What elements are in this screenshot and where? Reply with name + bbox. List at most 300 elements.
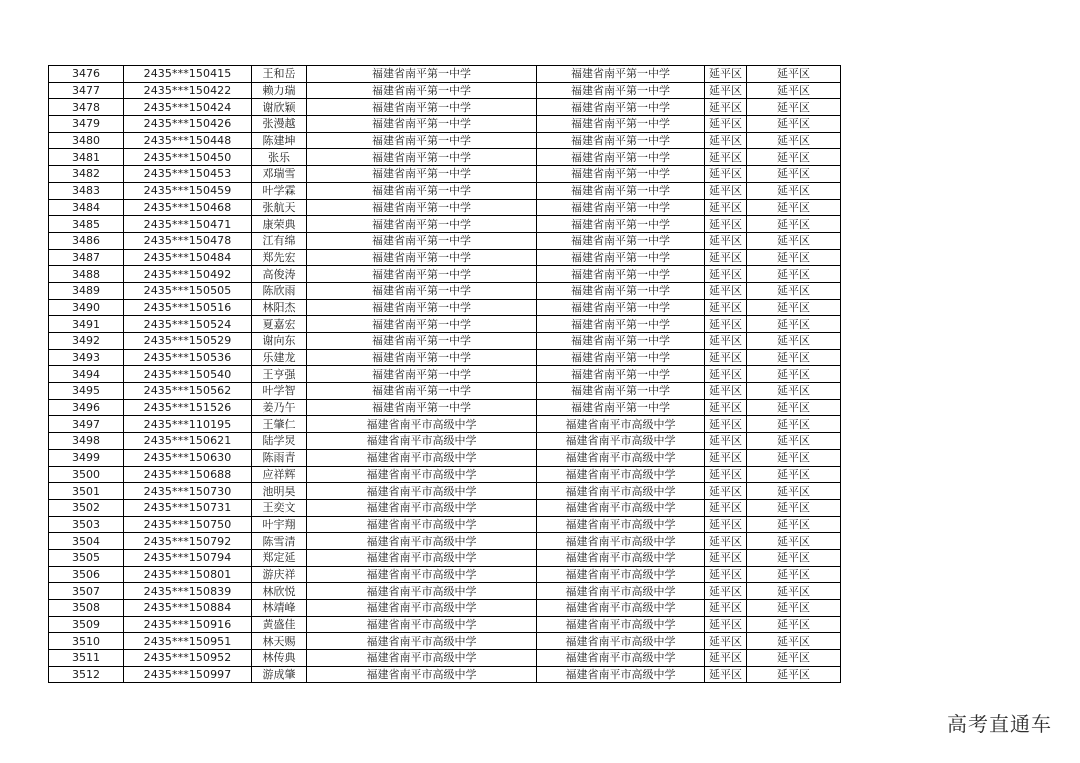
region-cell: 延平区 xyxy=(747,549,841,566)
exam-id-cell: 2435***150839 xyxy=(124,583,252,600)
school-cell: 福建省南平市高级中学 xyxy=(307,633,537,650)
region-cell: 延平区 xyxy=(747,616,841,633)
school-cell: 福建省南平第一中学 xyxy=(307,182,537,199)
district-cell: 延平区 xyxy=(705,282,747,299)
admission-school-cell: 福建省南平第一中学 xyxy=(537,232,705,249)
seq-cell: 3504 xyxy=(49,533,124,550)
student-name-cell: 陈雪清 xyxy=(252,533,307,550)
seq-cell: 3492 xyxy=(49,333,124,350)
region-cell: 延平区 xyxy=(747,216,841,233)
district-cell: 延平区 xyxy=(705,366,747,383)
school-cell: 福建省南平市高级中学 xyxy=(307,499,537,516)
student-name-cell: 乐建龙 xyxy=(252,349,307,366)
seq-cell: 3484 xyxy=(49,199,124,216)
seq-cell: 3511 xyxy=(49,650,124,667)
seq-cell: 3507 xyxy=(49,583,124,600)
roster-sheet xyxy=(48,65,840,683)
admission-school-cell: 福建省南平市高级中学 xyxy=(537,533,705,550)
table-row xyxy=(49,666,841,683)
region-cell: 延平区 xyxy=(747,416,841,433)
school-cell: 福建省南平第一中学 xyxy=(307,232,537,249)
region-cell: 延平区 xyxy=(747,182,841,199)
region-cell: 延平区 xyxy=(747,650,841,667)
school-cell: 福建省南平第一中学 xyxy=(307,82,537,99)
school-cell: 福建省南平市高级中学 xyxy=(307,583,537,600)
school-cell: 福建省南平市高级中学 xyxy=(307,650,537,667)
table-row xyxy=(49,483,841,500)
student-name-cell: 张乐 xyxy=(252,149,307,166)
seq-cell: 3481 xyxy=(49,149,124,166)
seq-cell: 3502 xyxy=(49,499,124,516)
student-name-cell: 谢欣颖 xyxy=(252,99,307,116)
admission-school-cell: 福建省南平第一中学 xyxy=(537,199,705,216)
region-cell: 延平区 xyxy=(747,483,841,500)
table-row xyxy=(49,232,841,249)
table-row xyxy=(49,449,841,466)
table-row xyxy=(49,600,841,617)
exam-id-cell: 2435***150884 xyxy=(124,600,252,617)
roster-body xyxy=(49,66,841,683)
district-cell: 延平区 xyxy=(705,199,747,216)
table-row xyxy=(49,116,841,133)
school-cell: 福建省南平市高级中学 xyxy=(307,433,537,450)
district-cell: 延平区 xyxy=(705,600,747,617)
region-cell: 延平区 xyxy=(747,316,841,333)
region-cell: 延平区 xyxy=(747,366,841,383)
seq-cell: 3509 xyxy=(49,616,124,633)
seq-cell: 3497 xyxy=(49,416,124,433)
admission-school-cell: 福建省南平第一中学 xyxy=(537,249,705,266)
student-name-cell: 夏嘉宏 xyxy=(252,316,307,333)
student-name-cell: 赖力瑞 xyxy=(252,82,307,99)
seq-cell: 3493 xyxy=(49,349,124,366)
school-cell: 福建省南平市高级中学 xyxy=(307,566,537,583)
region-cell: 延平区 xyxy=(747,583,841,600)
table-row xyxy=(49,216,841,233)
exam-id-cell: 2435***150562 xyxy=(124,383,252,400)
seq-cell: 3487 xyxy=(49,249,124,266)
seq-cell: 3479 xyxy=(49,116,124,133)
exam-id-cell: 2435***110195 xyxy=(124,416,252,433)
student-name-cell: 游庆祥 xyxy=(252,566,307,583)
exam-id-cell: 2435***150448 xyxy=(124,132,252,149)
school-cell: 福建省南平第一中学 xyxy=(307,132,537,149)
seq-cell: 3499 xyxy=(49,449,124,466)
seq-cell: 3485 xyxy=(49,216,124,233)
region-cell: 延平区 xyxy=(747,82,841,99)
region-cell: 延平区 xyxy=(747,433,841,450)
exam-id-cell: 2435***150731 xyxy=(124,499,252,516)
district-cell: 延平区 xyxy=(705,232,747,249)
admission-school-cell: 福建省南平市高级中学 xyxy=(537,483,705,500)
admission-school-cell: 福建省南平市高级中学 xyxy=(537,583,705,600)
student-name-cell: 姜乃午 xyxy=(252,399,307,416)
table-row xyxy=(49,282,841,299)
admission-school-cell: 福建省南平市高级中学 xyxy=(537,466,705,483)
district-cell: 延平区 xyxy=(705,466,747,483)
table-row xyxy=(49,333,841,350)
admission-school-cell: 福建省南平第一中学 xyxy=(537,383,705,400)
admission-school-cell: 福建省南平第一中学 xyxy=(537,99,705,116)
seq-cell: 3476 xyxy=(49,66,124,83)
table-row xyxy=(49,499,841,516)
table-row xyxy=(49,466,841,483)
seq-cell: 3486 xyxy=(49,232,124,249)
school-cell: 福建省南平市高级中学 xyxy=(307,516,537,533)
admission-school-cell: 福建省南平市高级中学 xyxy=(537,650,705,667)
watermark-text: 高考直通车 xyxy=(947,712,1052,736)
exam-id-cell: 2435***150951 xyxy=(124,633,252,650)
exam-id-cell: 2435***150524 xyxy=(124,316,252,333)
district-cell: 延平区 xyxy=(705,533,747,550)
admission-school-cell: 福建省南平第一中学 xyxy=(537,366,705,383)
district-cell: 延平区 xyxy=(705,566,747,583)
seq-cell: 3477 xyxy=(49,82,124,99)
student-name-cell: 应祥辉 xyxy=(252,466,307,483)
district-cell: 延平区 xyxy=(705,82,747,99)
table-row xyxy=(49,399,841,416)
exam-id-cell: 2435***150422 xyxy=(124,82,252,99)
school-cell: 福建省南平第一中学 xyxy=(307,366,537,383)
table-row xyxy=(49,149,841,166)
district-cell: 延平区 xyxy=(705,549,747,566)
district-cell: 延平区 xyxy=(705,349,747,366)
admission-school-cell: 福建省南平市高级中学 xyxy=(537,600,705,617)
district-cell: 延平区 xyxy=(705,66,747,83)
region-cell: 延平区 xyxy=(747,166,841,183)
school-cell: 福建省南平第一中学 xyxy=(307,216,537,233)
admission-school-cell: 福建省南平第一中学 xyxy=(537,82,705,99)
school-cell: 福建省南平第一中学 xyxy=(307,149,537,166)
admission-school-cell: 福建省南平第一中学 xyxy=(537,333,705,350)
district-cell: 延平区 xyxy=(705,333,747,350)
school-cell: 福建省南平第一中学 xyxy=(307,349,537,366)
school-cell: 福建省南平第一中学 xyxy=(307,66,537,83)
admission-school-cell: 福建省南平市高级中学 xyxy=(537,566,705,583)
exam-id-cell: 2435***150516 xyxy=(124,299,252,316)
exam-id-cell: 2435***150424 xyxy=(124,99,252,116)
seq-cell: 3510 xyxy=(49,633,124,650)
admission-school-cell: 福建省南平第一中学 xyxy=(537,349,705,366)
district-cell: 延平区 xyxy=(705,116,747,133)
student-name-cell: 陆学炅 xyxy=(252,433,307,450)
district-cell: 延平区 xyxy=(705,316,747,333)
school-cell: 福建省南平市高级中学 xyxy=(307,616,537,633)
seq-cell: 3480 xyxy=(49,132,124,149)
admission-school-cell: 福建省南平市高级中学 xyxy=(537,666,705,683)
table-row xyxy=(49,316,841,333)
exam-id-cell: 2435***150492 xyxy=(124,266,252,283)
district-cell: 延平区 xyxy=(705,383,747,400)
district-cell: 延平区 xyxy=(705,666,747,683)
table-row xyxy=(49,182,841,199)
seq-cell: 3501 xyxy=(49,483,124,500)
table-row xyxy=(49,566,841,583)
table-row xyxy=(49,650,841,667)
admission-school-cell: 福建省南平第一中学 xyxy=(537,149,705,166)
student-name-cell: 林靖峰 xyxy=(252,600,307,617)
seq-cell: 3506 xyxy=(49,566,124,583)
school-cell: 福建省南平第一中学 xyxy=(307,166,537,183)
exam-id-cell: 2435***150801 xyxy=(124,566,252,583)
exam-id-cell: 2435***150426 xyxy=(124,116,252,133)
seq-cell: 3483 xyxy=(49,182,124,199)
admission-school-cell: 福建省南平第一中学 xyxy=(537,266,705,283)
student-name-cell: 康荣典 xyxy=(252,216,307,233)
region-cell: 延平区 xyxy=(747,282,841,299)
region-cell: 延平区 xyxy=(747,633,841,650)
student-name-cell: 王肇仁 xyxy=(252,416,307,433)
seq-cell: 3512 xyxy=(49,666,124,683)
admission-school-cell: 福建省南平第一中学 xyxy=(537,132,705,149)
school-cell: 福建省南平市高级中学 xyxy=(307,549,537,566)
school-cell: 福建省南平第一中学 xyxy=(307,383,537,400)
region-cell: 延平区 xyxy=(747,600,841,617)
admission-school-cell: 福建省南平第一中学 xyxy=(537,66,705,83)
table-row xyxy=(49,616,841,633)
district-cell: 延平区 xyxy=(705,149,747,166)
exam-id-cell: 2435***150450 xyxy=(124,149,252,166)
exam-id-cell: 2435***150916 xyxy=(124,616,252,633)
seq-cell: 3488 xyxy=(49,266,124,283)
school-cell: 福建省南平第一中学 xyxy=(307,316,537,333)
table-row xyxy=(49,366,841,383)
student-name-cell: 叶学智 xyxy=(252,383,307,400)
student-name-cell: 黄盛佳 xyxy=(252,616,307,633)
student-name-cell: 叶宇翔 xyxy=(252,516,307,533)
exam-id-cell: 2435***151526 xyxy=(124,399,252,416)
admission-school-cell: 福建省南平市高级中学 xyxy=(537,549,705,566)
seq-cell: 3505 xyxy=(49,549,124,566)
district-cell: 延平区 xyxy=(705,650,747,667)
seq-cell: 3496 xyxy=(49,399,124,416)
admission-school-cell: 福建省南平第一中学 xyxy=(537,216,705,233)
school-cell: 福建省南平第一中学 xyxy=(307,333,537,350)
student-name-cell: 陈建坤 xyxy=(252,132,307,149)
admission-school-cell: 福建省南平市高级中学 xyxy=(537,416,705,433)
region-cell: 延平区 xyxy=(747,499,841,516)
region-cell: 延平区 xyxy=(747,199,841,216)
student-name-cell: 郑先宏 xyxy=(252,249,307,266)
table-row xyxy=(49,349,841,366)
exam-id-cell: 2435***150459 xyxy=(124,182,252,199)
district-cell: 延平区 xyxy=(705,499,747,516)
student-name-cell: 陈欣雨 xyxy=(252,282,307,299)
admission-school-cell: 福建省南平第一中学 xyxy=(537,399,705,416)
table-row xyxy=(49,299,841,316)
table-row xyxy=(49,383,841,400)
region-cell: 延平区 xyxy=(747,349,841,366)
school-cell: 福建省南平市高级中学 xyxy=(307,483,537,500)
admission-school-cell: 福建省南平市高级中学 xyxy=(537,433,705,450)
exam-id-cell: 2435***150750 xyxy=(124,516,252,533)
seq-cell: 3498 xyxy=(49,433,124,450)
exam-id-cell: 2435***150468 xyxy=(124,199,252,216)
seq-cell: 3482 xyxy=(49,166,124,183)
region-cell: 延平区 xyxy=(747,449,841,466)
exam-id-cell: 2435***150478 xyxy=(124,232,252,249)
table-row xyxy=(49,549,841,566)
student-name-cell: 张漫越 xyxy=(252,116,307,133)
exam-id-cell: 2435***150536 xyxy=(124,349,252,366)
region-cell: 延平区 xyxy=(747,132,841,149)
district-cell: 延平区 xyxy=(705,216,747,233)
seq-cell: 3478 xyxy=(49,99,124,116)
admission-school-cell: 福建省南平市高级中学 xyxy=(537,633,705,650)
school-cell: 福建省南平第一中学 xyxy=(307,299,537,316)
seq-cell: 3491 xyxy=(49,316,124,333)
exam-id-cell: 2435***150794 xyxy=(124,549,252,566)
district-cell: 延平区 xyxy=(705,249,747,266)
table-row xyxy=(49,516,841,533)
student-name-cell: 林阳杰 xyxy=(252,299,307,316)
seq-cell: 3490 xyxy=(49,299,124,316)
region-cell: 延平区 xyxy=(747,333,841,350)
region-cell: 延平区 xyxy=(747,116,841,133)
exam-id-cell: 2435***150540 xyxy=(124,366,252,383)
student-name-cell: 王和岳 xyxy=(252,66,307,83)
seq-cell: 3494 xyxy=(49,366,124,383)
exam-id-cell: 2435***150484 xyxy=(124,249,252,266)
student-name-cell: 林欣悦 xyxy=(252,583,307,600)
table-row xyxy=(49,166,841,183)
table-row xyxy=(49,633,841,650)
table-row xyxy=(49,533,841,550)
region-cell: 延平区 xyxy=(747,566,841,583)
region-cell: 延平区 xyxy=(747,466,841,483)
region-cell: 延平区 xyxy=(747,249,841,266)
region-cell: 延平区 xyxy=(747,533,841,550)
exam-id-cell: 2435***150792 xyxy=(124,533,252,550)
admission-school-cell: 福建省南平第一中学 xyxy=(537,299,705,316)
student-name-cell: 江有绵 xyxy=(252,232,307,249)
region-cell: 延平区 xyxy=(747,399,841,416)
district-cell: 延平区 xyxy=(705,449,747,466)
school-cell: 福建省南平市高级中学 xyxy=(307,666,537,683)
student-name-cell: 王亨强 xyxy=(252,366,307,383)
student-name-cell: 郑定延 xyxy=(252,549,307,566)
school-cell: 福建省南平市高级中学 xyxy=(307,600,537,617)
student-name-cell: 邓瑞雪 xyxy=(252,166,307,183)
school-cell: 福建省南平第一中学 xyxy=(307,249,537,266)
exam-id-cell: 2435***150688 xyxy=(124,466,252,483)
roster-table xyxy=(48,65,841,683)
admission-school-cell: 福建省南平第一中学 xyxy=(537,282,705,299)
school-cell: 福建省南平第一中学 xyxy=(307,116,537,133)
seq-cell: 3500 xyxy=(49,466,124,483)
table-row xyxy=(49,99,841,116)
table-row xyxy=(49,199,841,216)
exam-id-cell: 2435***150415 xyxy=(124,66,252,83)
school-cell: 福建省南平第一中学 xyxy=(307,266,537,283)
student-name-cell: 林传典 xyxy=(252,650,307,667)
table-row xyxy=(49,583,841,600)
exam-id-cell: 2435***150997 xyxy=(124,666,252,683)
school-cell: 福建省南平第一中学 xyxy=(307,282,537,299)
school-cell: 福建省南平市高级中学 xyxy=(307,533,537,550)
district-cell: 延平区 xyxy=(705,182,747,199)
student-name-cell: 游成肇 xyxy=(252,666,307,683)
exam-id-cell: 2435***150630 xyxy=(124,449,252,466)
region-cell: 延平区 xyxy=(747,266,841,283)
region-cell: 延平区 xyxy=(747,149,841,166)
district-cell: 延平区 xyxy=(705,399,747,416)
table-row xyxy=(49,66,841,83)
exam-id-cell: 2435***150529 xyxy=(124,333,252,350)
region-cell: 延平区 xyxy=(747,666,841,683)
district-cell: 延平区 xyxy=(705,132,747,149)
district-cell: 延平区 xyxy=(705,616,747,633)
exam-id-cell: 2435***150621 xyxy=(124,433,252,450)
student-name-cell: 谢向东 xyxy=(252,333,307,350)
region-cell: 延平区 xyxy=(747,232,841,249)
region-cell: 延平区 xyxy=(747,383,841,400)
student-name-cell: 张航天 xyxy=(252,199,307,216)
table-row xyxy=(49,416,841,433)
table-row xyxy=(49,433,841,450)
district-cell: 延平区 xyxy=(705,416,747,433)
seq-cell: 3495 xyxy=(49,383,124,400)
region-cell: 延平区 xyxy=(747,299,841,316)
seq-cell: 3508 xyxy=(49,600,124,617)
table-row xyxy=(49,266,841,283)
admission-school-cell: 福建省南平第一中学 xyxy=(537,116,705,133)
district-cell: 延平区 xyxy=(705,266,747,283)
exam-id-cell: 2435***150952 xyxy=(124,650,252,667)
seq-cell: 3489 xyxy=(49,282,124,299)
exam-id-cell: 2435***150471 xyxy=(124,216,252,233)
admission-school-cell: 福建省南平第一中学 xyxy=(537,166,705,183)
school-cell: 福建省南平市高级中学 xyxy=(307,416,537,433)
district-cell: 延平区 xyxy=(705,166,747,183)
district-cell: 延平区 xyxy=(705,516,747,533)
district-cell: 延平区 xyxy=(705,633,747,650)
district-cell: 延平区 xyxy=(705,583,747,600)
admission-school-cell: 福建省南平第一中学 xyxy=(537,182,705,199)
exam-id-cell: 2435***150505 xyxy=(124,282,252,299)
student-name-cell: 王奕文 xyxy=(252,499,307,516)
school-cell: 福建省南平第一中学 xyxy=(307,99,537,116)
district-cell: 延平区 xyxy=(705,99,747,116)
admission-school-cell: 福建省南平市高级中学 xyxy=(537,516,705,533)
student-name-cell: 林天赐 xyxy=(252,633,307,650)
student-name-cell: 池明昊 xyxy=(252,483,307,500)
school-cell: 福建省南平市高级中学 xyxy=(307,466,537,483)
table-row xyxy=(49,132,841,149)
school-cell: 福建省南平第一中学 xyxy=(307,199,537,216)
school-cell: 福建省南平市高级中学 xyxy=(307,449,537,466)
student-name-cell: 高俊涛 xyxy=(252,266,307,283)
admission-school-cell: 福建省南平市高级中学 xyxy=(537,449,705,466)
region-cell: 延平区 xyxy=(747,99,841,116)
region-cell: 延平区 xyxy=(747,516,841,533)
district-cell: 延平区 xyxy=(705,433,747,450)
admission-school-cell: 福建省南平市高级中学 xyxy=(537,616,705,633)
table-row xyxy=(49,249,841,266)
seq-cell: 3503 xyxy=(49,516,124,533)
table-row xyxy=(49,82,841,99)
region-cell: 延平区 xyxy=(747,66,841,83)
district-cell: 延平区 xyxy=(705,483,747,500)
student-name-cell: 叶学霖 xyxy=(252,182,307,199)
admission-school-cell: 福建省南平第一中学 xyxy=(537,316,705,333)
district-cell: 延平区 xyxy=(705,299,747,316)
school-cell: 福建省南平第一中学 xyxy=(307,399,537,416)
exam-id-cell: 2435***150730 xyxy=(124,483,252,500)
admission-school-cell: 福建省南平市高级中学 xyxy=(537,499,705,516)
student-name-cell: 陈雨青 xyxy=(252,449,307,466)
exam-id-cell: 2435***150453 xyxy=(124,166,252,183)
